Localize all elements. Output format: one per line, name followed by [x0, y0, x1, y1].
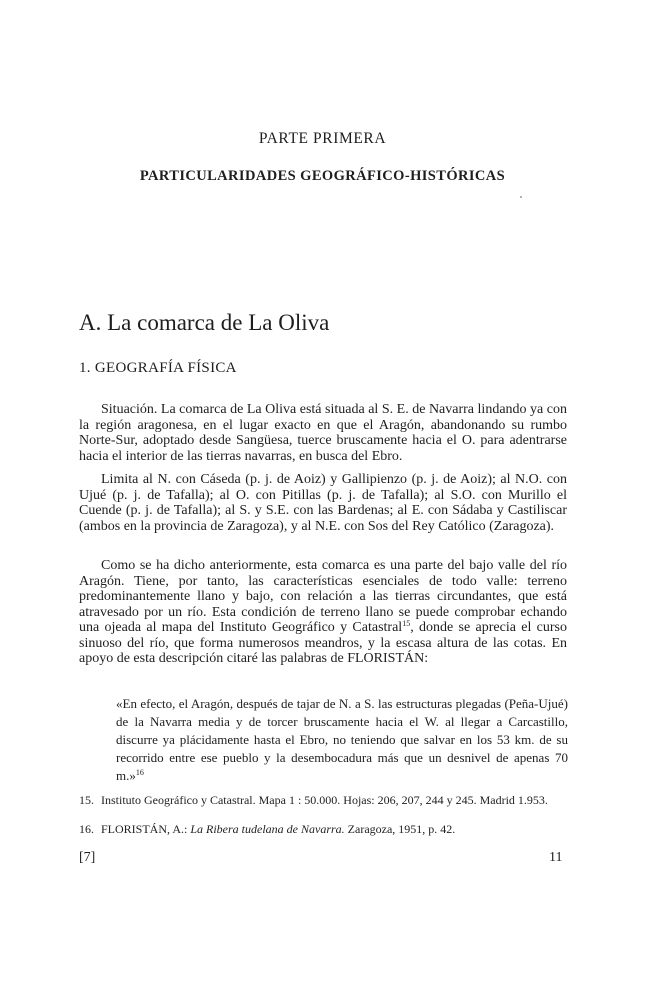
quote-text: «En efecto, el Aragón, después de tajar de N. a S. las estructuras plegadas (Peña-Ujué) de la Navarra media y de torcer bruscamente hacia el W. al llegar a Carcastillo, discurre ya plácidamente hasta el Ebro, no teniendo que salvar en los 53 km. de su recorrido entre ese pueblo y la desembocadura más que un desnivel de apenas 70 m.» — [116, 696, 568, 783]
footnote-ref: 15 — [402, 619, 411, 628]
paragraph-text: Como se ha dicho anteriormente, esta comarca es una parte del bajo valle del río Aragón. Tiene, por tanto, las características esenciales de todo valle: terreno predominantemente llano y bajo, con relación a las tierras circundantes, que está atravesado por un río. Esta condición de terreno llano se puede comprobar echando una ojeada al mapa del Instituto Geográfico y Catastral — [79, 558, 567, 635]
paragraph-text: , donde se aprecia el curso sinuoso del río, que forma numerosos meandros, y la escasa altura de las cotas. En apoyo de esta descripción citaré las palabras de FLORISTÁN: — [79, 620, 567, 666]
print-speck — [520, 196, 522, 198]
paragraph-valley — [79, 558, 567, 667]
footnote-ref: 16 — [135, 768, 144, 777]
paragraph-text: Situación. La comarca de La Oliva está situada al S. E. de Navarra lindando ya con la región aragonesa, en el lugar exacto en que el Aragón, abandonando su rumbo Norte-Sur, adoptado desde Sangüesa, tuerce bruscamente hacia el O. para adentrarse hacia el interior de las tierras navarras, en busca del Ebro. — [79, 402, 567, 464]
part-label: PARTE PRIMERA — [258, 130, 387, 147]
page-marker: [7] — [79, 850, 96, 865]
subsection-title: 1. GEOGRAFÍA FÍSICA — [79, 360, 237, 376]
footnote-15 — [79, 793, 567, 807]
page-number: 11 — [549, 850, 563, 865]
paragraph-limits — [79, 472, 567, 534]
block-quote — [116, 695, 568, 785]
footnote-text: Zaragoza, 1951, p. 42. — [344, 822, 456, 836]
footnote-text: Instituto Geográfico y Catastral. Mapa 1 : 50.000. Hojas: 206, 207, 244 y 245. Madrid 1.953. — [101, 793, 548, 807]
paragraph-situacion — [79, 402, 567, 464]
paragraph-text: Limita al N. con Cáseda (p. j. de Aoiz) y Gallipienzo (p. j. de Aoiz); al N.O. con Ujué (p. j. de Tafalla); al O. con Pitillas (p. j. de Tafalla); al S.O. con Murillo el Cuende (p. j. de Tafalla); al S. y S.E. con las Bardenas; al E. con Sádaba y Castiliscar (ambos en la provincia de Zaragoza), y al N.E. con Sos del Rey Católico (Zaragoza). — [79, 472, 567, 534]
part-title: PARTICULARIDADES GEOGRÁFICO-HISTÓRICAS — [139, 168, 506, 184]
footnote-book-title: La Ribera tudelana de Navarra. — [190, 822, 345, 836]
footnote-text: FLORISTÁN, A.: — [101, 822, 191, 836]
footnote-16 — [79, 822, 567, 836]
footnote-number: 15. — [79, 793, 94, 807]
footnote-number: 16. — [79, 822, 94, 836]
section-title: A. La comarca de La Oliva — [79, 310, 330, 335]
